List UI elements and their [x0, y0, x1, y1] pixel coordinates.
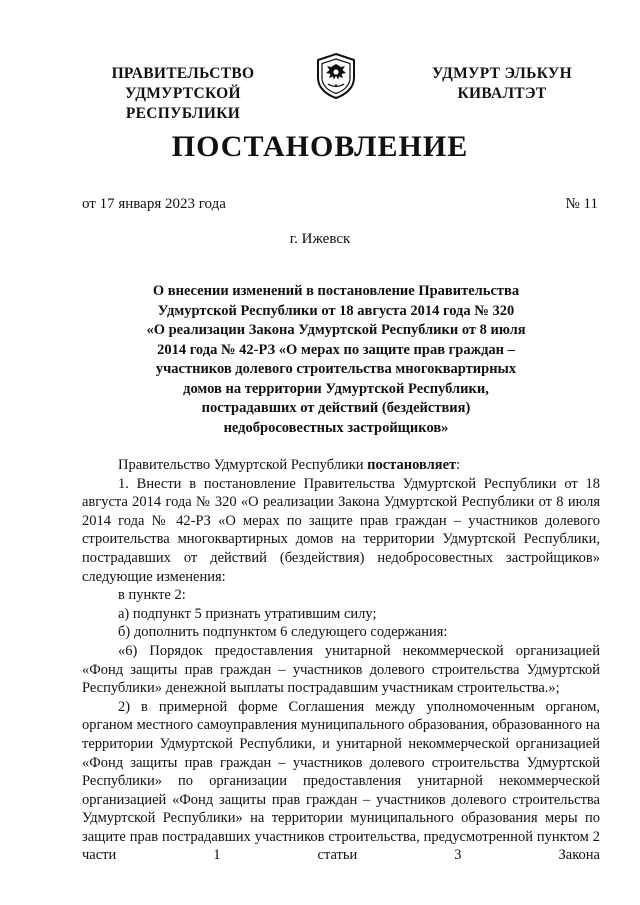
- coat-of-arms-icon: [314, 52, 358, 100]
- intro-verb: постановляет: [367, 457, 457, 473]
- resolution-intro: [82, 456, 600, 475]
- paragraph-1: 1. Внести в постановление Правительства Удмуртской Республики от 18 августа 2014 года № 320 «О реализации Закона Удмуртской Республики от 8 июля 2014 года № 42-РЗ «О мерах по защите прав граждан – участников долевого строительства многоквартирных домов на территории Удмуртской Республики, пострадавших от действий (бездействия) недобросовестных застройщиков» следующие изменения:: [82, 475, 600, 585]
- document-date: от 17 января 2023 года: [82, 196, 226, 212]
- paragraph-6: 2) в примерной форме Соглашения между уполномоченным органом, органом местного самоуправления муниципального образования, образованного на территории Удмуртской Республики, и унитарной некоммерческой организацией «Фонд защиты прав граждан – участников долевого строительства Удмуртской Республики» по организации предоставления унитарной некоммерческой организацией «Фонд защиты прав граждан – участников долевого строительства Удмуртской Республики» на территории муниципального образования меры по защите прав пострадавших участников строительства, предусмотренной пунктом 2 части 1 статьи 3 Закона: [82, 698, 600, 864]
- document-city: г. Ижевск: [289, 231, 351, 247]
- issuer-line-2: УДМУРТСКОЙ РЕСПУБЛИКИ: [125, 85, 241, 122]
- subject-line: недобросовестных застройщиков»: [223, 419, 449, 436]
- paragraph-2: в пункте 2:: [118, 587, 186, 604]
- subject-line: О внесении изменений в постановление Правительства: [152, 283, 520, 299]
- subject-line: Удмуртской Республики от 18 августа 2014 года № 320: [157, 302, 515, 319]
- document-subject: [130, 282, 542, 438]
- intro-text: Правительство Удмуртской Республики: [118, 457, 368, 473]
- subject-line: «О реализации Закона Удмуртской Республики от 8 июля: [146, 322, 526, 338]
- issuer-line-1: ПРАВИТЕЛЬСТВО: [111, 65, 255, 82]
- intro-colon: :: [456, 457, 461, 473]
- document-title: ПОСТАНОВЛЕНИЕ: [171, 130, 469, 163]
- subject-line: участников долевого строительства многоквартирных: [155, 361, 517, 377]
- paragraph-4: б) дополнить подпунктом 6 следующего содержания:: [118, 624, 448, 641]
- subject-line: 2014 года № 42-РЗ «О мерах по защите прав граждан –: [157, 341, 515, 358]
- document-body: [82, 456, 600, 865]
- issuer-udmurt-line-2: КИВАЛТЭТ: [457, 85, 547, 102]
- issuer-udmurt-line-1: УДМУРТ ЭЛЬКУН: [432, 65, 572, 82]
- subject-line: домов на территории Удмуртской Республики,: [183, 380, 489, 397]
- issuer-name-russian: [72, 64, 294, 124]
- subject-line: пострадавших от действий (бездействия): [201, 400, 471, 416]
- issuer-name-udmurt: [402, 64, 602, 104]
- paragraph-5: «6) Порядок предоставления унитарной некоммерческой организацией «Фонд защиты прав граждан – участников долевого строительства Удмуртской Республики» денежной выплаты пострадавшим участникам строительства.»;: [82, 642, 600, 697]
- document-number: № 11: [565, 196, 598, 212]
- paragraph-3: а) подпункт 5 признать утратившим силу;: [118, 605, 377, 622]
